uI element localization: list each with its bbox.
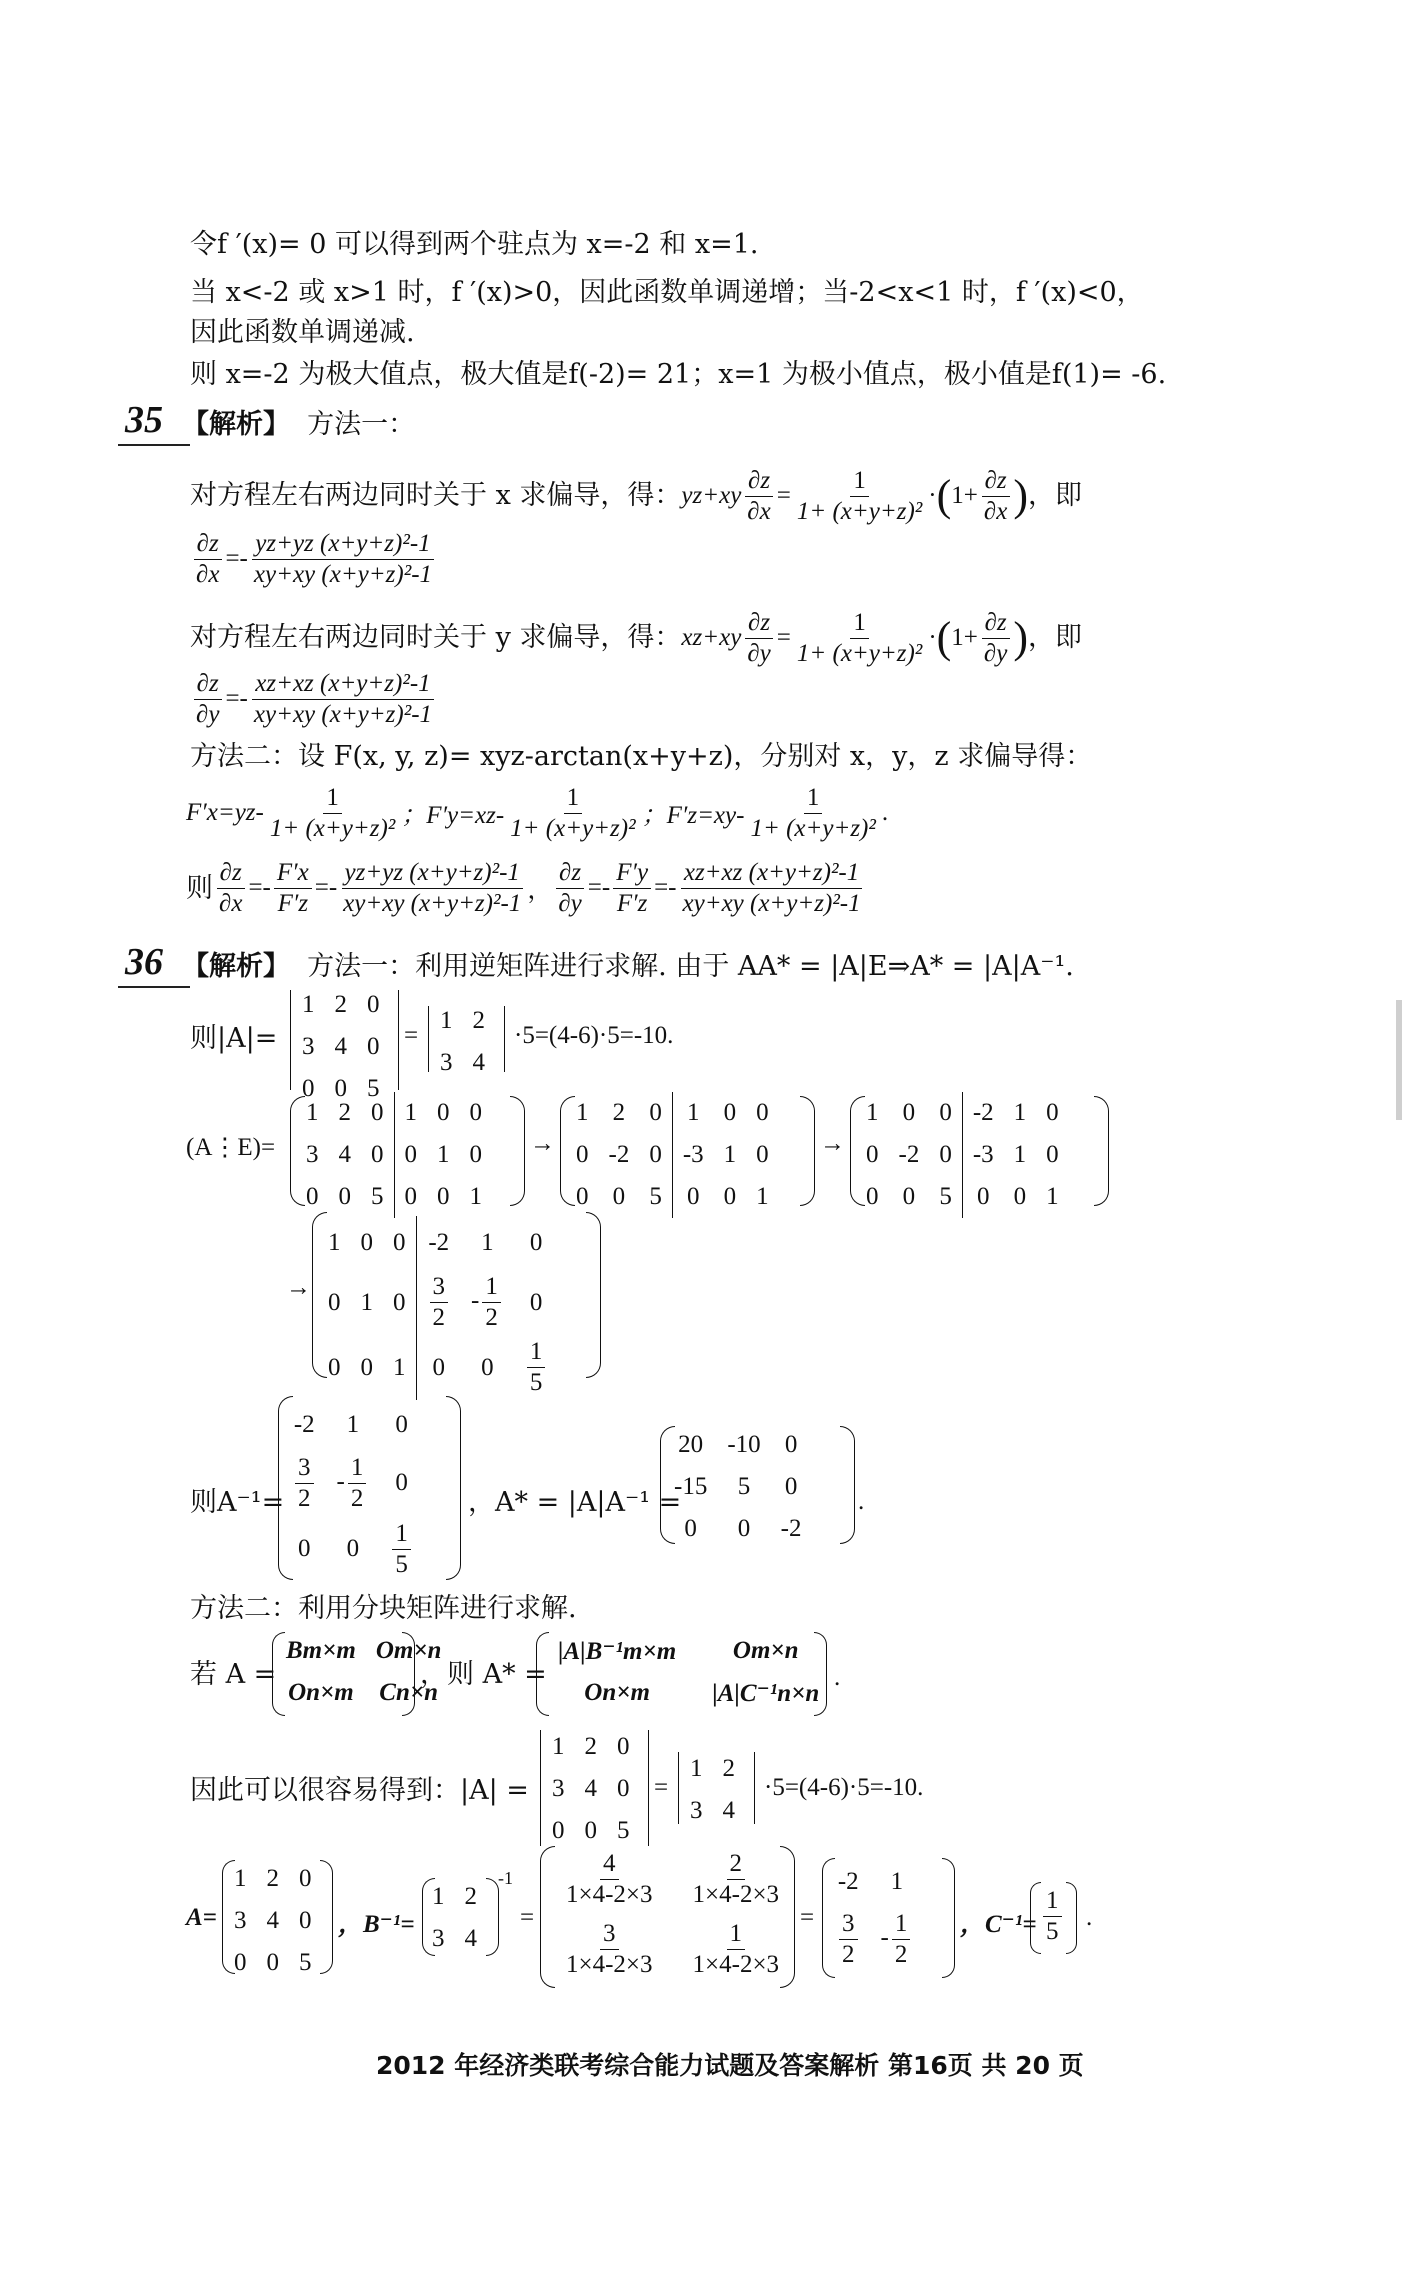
matrix-cell: 4 xyxy=(472,1049,485,1076)
matrix-cell: 0 xyxy=(371,1099,384,1126)
matrix-cell: 0 xyxy=(756,1099,769,1126)
det-bar xyxy=(290,990,291,1090)
matrix-cell: -15 xyxy=(674,1473,708,1500)
matrix-cell: 3 xyxy=(234,1907,247,1934)
matrix-cell: 2 xyxy=(584,1733,597,1760)
matrix-cell: 1 xyxy=(469,1183,482,1210)
analysis-tag: 【解析】 方法一： xyxy=(182,409,416,440)
matrix-cell: 2 xyxy=(472,1007,485,1034)
block-adjoint: |A|B⁻¹m×m Om×n On×m |A|C⁻¹n×n xyxy=(558,1637,820,1707)
matrix-cell: -10 xyxy=(727,1431,761,1458)
matrix-cell: -3 xyxy=(962,1134,1003,1176)
matrix-cell: 5 xyxy=(367,1075,380,1102)
method-two: 方法二：利用分块矩阵进行求解. xyxy=(190,1593,577,1624)
matrix-cell: 0 xyxy=(338,1183,351,1210)
matrix-cell: 4 xyxy=(722,1797,735,1824)
matrix-cell: 0 xyxy=(1046,1099,1059,1126)
matrix-cell: 1 xyxy=(672,1092,713,1134)
matrix-cell: 5 xyxy=(299,1949,312,1976)
inv-prefix: 则A⁻¹= xyxy=(190,1487,285,1518)
easy-det: 因此可以很容易得到：|A| = xyxy=(190,1775,529,1806)
matrix-cell: 0 xyxy=(266,1949,279,1976)
matrix-cell: 0 xyxy=(437,1099,450,1126)
matrix-cell: -2 xyxy=(898,1141,920,1168)
matrix-cell: 1 xyxy=(1013,1141,1027,1168)
matrix-cell: 5 xyxy=(371,1183,384,1210)
matrix-cell: 1 xyxy=(1046,1183,1059,1210)
matrix-cell: 3 xyxy=(440,1049,453,1076)
matrix-cell: 0 xyxy=(306,1183,319,1210)
matrix-cell: 1 xyxy=(302,991,315,1018)
matrix-cell: 3 xyxy=(302,1033,315,1060)
matrix-cell: 0 xyxy=(723,1183,737,1210)
matrix-cell: 4 xyxy=(334,1033,347,1060)
text-line: 令f ′(x)= 0 可以得到两个驻点为 x=-2 和 x=1. xyxy=(190,229,759,260)
matrix-cell: 1 xyxy=(576,1099,589,1126)
det-matrix-2 xyxy=(542,1726,640,1852)
matrix-cell: 2 xyxy=(612,1099,626,1126)
matrix-cell: 0 xyxy=(552,1817,565,1844)
matrix-cell: 4 xyxy=(464,1925,477,1952)
matrix-cell: 2 xyxy=(338,1099,351,1126)
matrix-cell: 4 xyxy=(584,1775,597,1802)
matrix-b-inverse-expanded: $\frac{4}{1\times 4-2\times 3}$ $\frac{2}{1\times 4-2\times 3}$ $\frac{3}{1\times 4-2\times 3}$ $\frac{1}{1\times 4-2\times 3}$ xyxy=(566,1849,780,1978)
matrix-cell: 0 xyxy=(437,1183,450,1210)
matrix-b-inverse: -2 1 $\frac{3}{2}$ - $\frac{1}{2}$ xyxy=(826,1858,923,1972)
aug-matrix-4: 1 0 0 -2 1 0 0 1 0 $\frac{3}{2}$ - $\frac{1}{2}$ 0 0 0 1 0 0 $\frac{1}{5}$ xyxy=(318,1216,558,1400)
matrix-cell: 0 xyxy=(866,1141,879,1168)
matrix-cell: 1 xyxy=(437,1141,450,1168)
matrix-cell: 5 xyxy=(737,1473,751,1500)
matrix-cell: 0 xyxy=(866,1183,879,1210)
matrix-cell: -2 xyxy=(608,1141,630,1168)
matrix-cell: 2 xyxy=(266,1865,279,1892)
matrix-cell: 0 xyxy=(469,1099,482,1126)
matrix-cell: 1 xyxy=(756,1183,769,1210)
analysis-tag: 【解析】 方法一：利用逆矩阵进行求解. 由于 AA* = |A|E⇒A* = |A|A⁻¹. xyxy=(182,951,1074,982)
det-result: ·5=(4-6)·5=-10. xyxy=(514,1022,674,1049)
aug-prefix: (A⋮E)= xyxy=(186,1134,276,1161)
matrix-cell: 0 xyxy=(649,1141,662,1168)
matrix-cell: 0 xyxy=(299,1865,312,1892)
matrix-cell: 0 xyxy=(902,1099,916,1126)
matrix-cell: 1 xyxy=(306,1099,319,1126)
matrix-cell: 0 xyxy=(756,1141,769,1168)
matrix-cell: -2 xyxy=(962,1092,1003,1134)
matrix-cell: 1 xyxy=(440,1007,453,1034)
matrix-cell: -3 xyxy=(672,1134,713,1176)
matrix-cell: 0 xyxy=(617,1775,630,1802)
matrix-cell: 0 xyxy=(469,1141,482,1168)
scan-edge xyxy=(1396,1000,1402,1120)
matrix-cell: 0 xyxy=(737,1515,751,1542)
text-line: 因此函数单调递减. xyxy=(190,317,415,348)
matrix-cell: 2 xyxy=(334,991,347,1018)
matrix-cell: 0 xyxy=(234,1949,247,1976)
det2-matrix-2 xyxy=(680,1748,745,1832)
matrix-cell: 1 xyxy=(432,1883,445,1910)
result-dz-dy: $\frac{\partial z}{\partial y}$ =- $\frac{\text{xz+xz (x+y+z)²-1}}{\text{xy+xy (x+y+z)²-1}}$ xyxy=(190,664,438,734)
aug-matrix-1 xyxy=(296,1092,492,1218)
derivation-y: 对方程左右两边同时关于 y 求偏导，得： xz+xy $\frac{\partial z}{\partial y}$ = $\frac{1}{\text{1+ (x+y+z)²}}$ · ( 1+ $\frac{\partial z}{\partial y}$ ) ，即 xyxy=(190,608,1083,667)
matrix-cell: 5 xyxy=(617,1817,630,1844)
matrix-cell: 2 xyxy=(464,1883,477,1910)
matrix-cell: 0 xyxy=(784,1431,798,1458)
matrix-cell: 0 xyxy=(367,1033,380,1060)
matrix-cell: 1 xyxy=(394,1092,427,1134)
adjoint-matrix xyxy=(664,1424,811,1550)
matrix-cell: 1 xyxy=(234,1865,247,1892)
partial-derivatives: F′x=yz- $\frac{1}{\text{1+ (x+y+z)²}}$ ；F′y=xz- $\frac{1}{\text{1+ (x+y+z)²}}$ ；F′z=xy- $\frac{1}{\text{1+ (x+y+z)²}}$ . xyxy=(186,783,889,842)
matrix-cell: 0 xyxy=(684,1515,697,1542)
matrix-cell: 0 xyxy=(299,1907,312,1934)
matrix-cell: 0 xyxy=(723,1099,737,1126)
question-number: 35 xyxy=(125,399,163,441)
matrix-cell: 0 xyxy=(962,1176,1003,1218)
matrix-cell: 0 xyxy=(394,1134,427,1176)
matrix-b xyxy=(422,1876,487,1960)
question-number: 36 xyxy=(125,941,163,983)
matrix-cell: 0 xyxy=(612,1183,626,1210)
aug-matrix-3 xyxy=(856,1092,1069,1218)
matrix-cell: 4 xyxy=(338,1141,351,1168)
matrix-cell: 0 xyxy=(394,1176,427,1218)
matrix-cell: 0 xyxy=(1046,1141,1059,1168)
derivation-x: 对方程左右两边同时关于 x 求偏导，得： yz+xy $\frac{\partial z}{\partial x}$ = $\frac{1}{\text{1+ (x+y+z)²}}$ · ( 1+ $\frac{\partial z}{\partial x}$ ) ，即 xyxy=(190,466,1082,525)
matrix-cell: 4 xyxy=(266,1907,279,1934)
matrix-cell: 0 xyxy=(902,1183,916,1210)
matrix-cell: 0 xyxy=(672,1176,713,1218)
aug-matrix-2 xyxy=(566,1092,779,1218)
matrix-cell: 3 xyxy=(432,1925,445,1952)
matrix-cell: 2 xyxy=(722,1755,735,1782)
matrix-cell: 1 xyxy=(866,1099,879,1126)
det-bar xyxy=(398,990,399,1090)
matrix-cell: 1 xyxy=(552,1733,565,1760)
matrix-cell: 0 xyxy=(334,1075,347,1102)
text-line: 则 x=-2 为极大值点，极大值是f(-2)= 21；x=1 为极小值点，极小值是f(1)= -6. xyxy=(190,359,1167,390)
matrix-cell: 1 xyxy=(723,1141,737,1168)
inverse-matrix: -2 1 0 $\frac{3}{2}$ - $\frac{1}{2}$ 0 0 0 $\frac{1}{5}$ xyxy=(282,1400,424,1582)
matrix-cell: 0 xyxy=(939,1141,952,1168)
matrix-cell: 1 xyxy=(690,1755,703,1782)
matrix-cell: 0 xyxy=(784,1473,798,1500)
matrix-cell: 3 xyxy=(306,1141,319,1168)
matrix-cell: 20 xyxy=(678,1431,704,1458)
matrix-cell: 0 xyxy=(1013,1183,1027,1210)
matrix-cell: 1 xyxy=(1013,1099,1027,1126)
matrix-cell: 0 xyxy=(576,1141,589,1168)
text-line: 当 x<-2 或 x>1 时，f ′(x)>0，因此函数单调递增；当-2<x<1 时，f ′(x)<0， xyxy=(190,277,1144,308)
implicit-results: 则 $\frac{\partial z}{\partial x}$ =- $\frac{F'x}{F'z}$ =- $\frac{\text{yz+yz (x+y+z)²-1}}{\text{xy+xy (x+y+z)²-1}}$ ， $\frac{\partial z}{\partial y}$ =- $\frac{F'y}{F'z}$ =- $\frac{\text{xz+xz (x+y+z)²-1}}{\text{xy+xy (x+y+z)²-1}}$ xyxy=(186,858,861,917)
matrix-cell: 5 xyxy=(649,1183,662,1210)
matrix-cell: 0 xyxy=(302,1075,315,1102)
det-bar xyxy=(504,1006,505,1072)
det2-matrix xyxy=(430,1000,495,1084)
number-underline xyxy=(118,986,190,988)
matrix-cell: 0 xyxy=(939,1099,952,1126)
matrix-cell: 3 xyxy=(552,1775,565,1802)
method-two: 方法二：设 F(x, y, z)= xyz-arctan(x+y+z)，分别对 x，y，z 求偏导得： xyxy=(190,741,1093,772)
det-prefix: 则|A|= xyxy=(190,1023,278,1054)
number-underline xyxy=(118,444,190,446)
block-matrix: Bm×m Om×n On×m Cn×n xyxy=(286,1637,442,1706)
page-footer: 2012 年经济类联考综合能力试题及答案解析 第16页 共 20 页 xyxy=(376,2051,1084,2080)
matrix-cell: 0 xyxy=(576,1183,589,1210)
adj-eq: ，A* = |A|A⁻¹ = xyxy=(468,1487,682,1518)
matrix-a xyxy=(224,1858,322,1984)
matrix-c-inverse: $\frac{1}{5}$ xyxy=(1040,1886,1065,1947)
matrix-cell: 0 xyxy=(617,1733,630,1760)
matrix-cell: 3 xyxy=(690,1797,703,1824)
result-dz-dx: $\frac{\partial z}{\partial x}$ =- $\frac{\text{yz+yz (x+y+z)²-1}}{\text{xy+xy (x+y+z)²-1}}$ xyxy=(190,524,438,594)
matrix-cell: 0 xyxy=(367,991,380,1018)
matrix-cell: 0 xyxy=(649,1099,662,1126)
matrix-cell: 5 xyxy=(939,1183,952,1210)
matrix-cell: 0 xyxy=(371,1141,384,1168)
matrix-cell: 0 xyxy=(584,1817,597,1844)
matrix-cell: -2 xyxy=(780,1515,802,1542)
det-bar xyxy=(428,1006,429,1072)
